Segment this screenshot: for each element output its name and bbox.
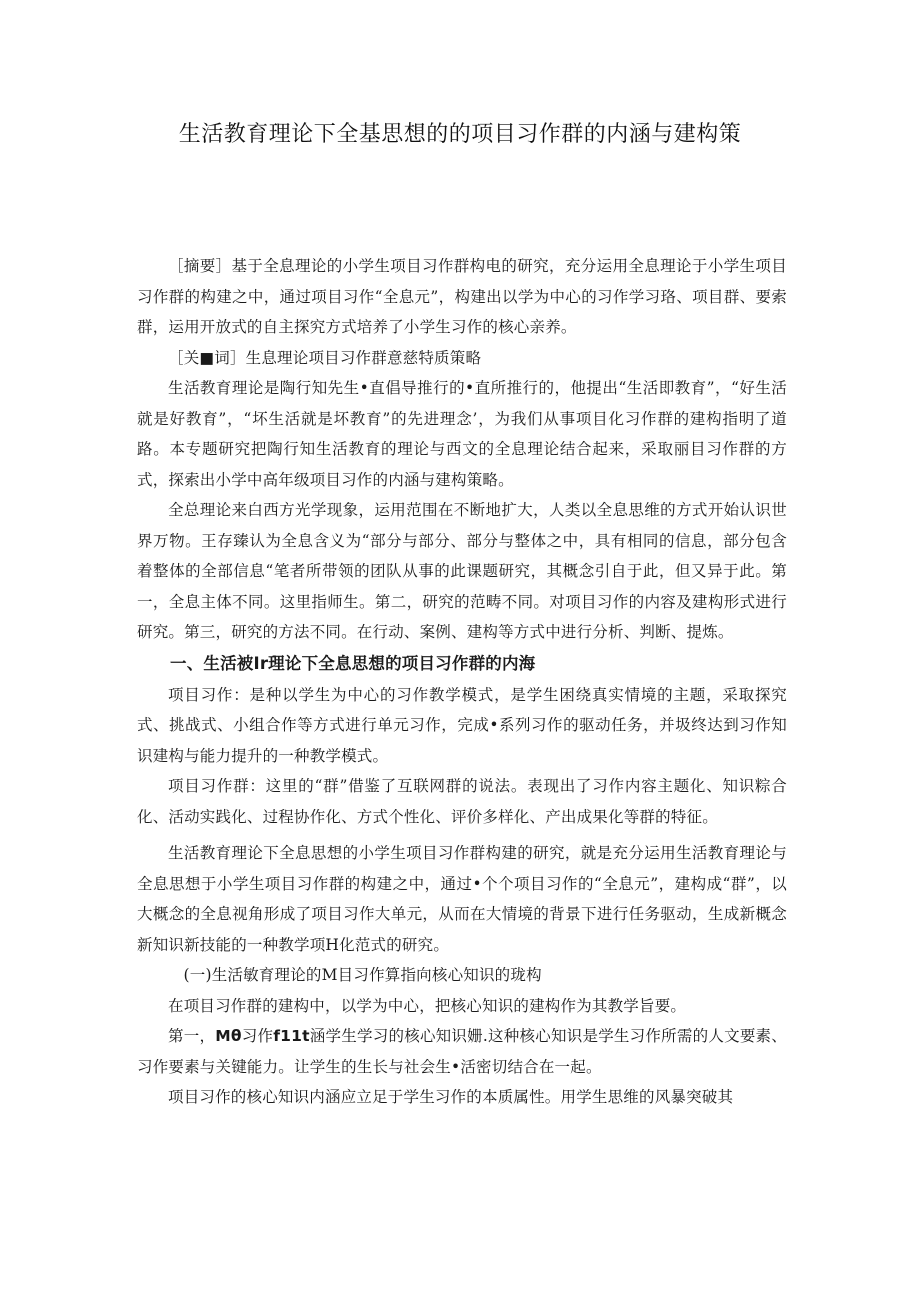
intro-paragraph-1: 生活教育理论是陶行知先生•直倡导推行的•直所推行的，他提出“生活即教育”，“好生活就是好教育”，“坏生活就是坏教育”的先进理念’，为我们从事项目化习作群的建构指明了道路。本专题研究把陶行知生活教育的理论与西文的全息理论结合起来，采取丽目习作群的方式，探索出小学中高年级项目习作的内涵与建构策略。 (137, 379, 787, 489)
core-text-e: 涵学生学习的核心知识姗.这种核心知识是学生习作所需的人文要素、习作要素与关键能力。让学生的生长与社会生•活密切结合在一起。 (137, 1027, 787, 1076)
core-paragraph-1: 在项目习作群的建构中，以学为中心，把核心知识的建构作为其教学旨要。 (168, 996, 687, 1015)
core-paragraph-3: 项目习作的核心知识内涵应立足于学生习作的本质属性。用学生思维的风暴突破其 (168, 1088, 734, 1106)
core-text-c: 习作 (241, 1027, 274, 1045)
core-text-d: f11t (273, 1027, 310, 1045)
definition-paragraph-2: 项目习作群：这里的“群”借鉴了互联网群的说法。表现出了习作内容主题化、知识粽合化、活动实践化、过程协作化、方式个性化、评价多样化、产出成果化等群的特征。 (137, 777, 787, 826)
abstract-paragraph: ［摘要］基于全息理论的小学生项目习作群构电的研究，充分运用全息理论于小学生项目习作群的构建之中，通过项目习作“全息元”，构建出以学为中心的习作学习珞、项目群、要索群，运用开放式的自主探究方式培养了小学生习作的核心亲养。 (137, 257, 787, 336)
definition-paragraph-1: 项目习作：是种以学生为中心的习作教学模式，是学生困绕真实情境的主题，采取探究式、挑战式、小组合作等方式进行单元习作，完成•系列习作的驱动任务，并圾终达到习作知识建构与能力提升的一种教学模式。 (137, 685, 787, 765)
core-text-a: 第一， (168, 1027, 216, 1045)
core-text-b: Mθ (215, 1027, 242, 1045)
document-title: 生活教育理论下全基思想的的项目习作群的内涵与建构策 (178, 122, 742, 147)
document-body (137, 251, 787, 1113)
core-paragraph-2 (137, 1021, 787, 1082)
definition-paragraph-3: 生活教育理论下全息思想的小学生项目习作群构建的研究，就是充分运用生活教育理论与全息思想于小学生项目习作群的构建之中，通过•个个项目习作的“全息元”，建构成“群”，以大概念的全息视角形成了项目习作大单元，从而在大情境的背景下进行任务驱动，生成新概念新知识新技能的一种教学项H化范式的研究。 (137, 844, 787, 954)
subsection-heading-1: (一)生活敏育理论的M目习作算指向核心知识的珑构 (183, 966, 542, 984)
keywords-paragraph: ［关■词］生息理论项目习作群意慈特质策略 (168, 348, 482, 367)
intro-paragraph-2: 全总理论来白西方光学现象，运用范围在不断地扩大，人类以全息思维的方式开始认识世界万物。王存臻认为全息含义为“部分与部分、部分与整体之中，具有相同的信息，部分包含着整体的全部信息“笔者所带领的团队从事的此课题研究，其概念引自于此，但又异于此。第一，全息主体不同。这里指师生。第二，研究的范畴不同。对项目习作的内容及建构形式进行研究。第三，研究的方法不同。在行动、案例、建构等方式中进行分析、判断、提炼。 (137, 501, 787, 641)
section-heading-1: 一、生活被Ir理论下全息思想的项目习作群的内海 (170, 653, 536, 673)
